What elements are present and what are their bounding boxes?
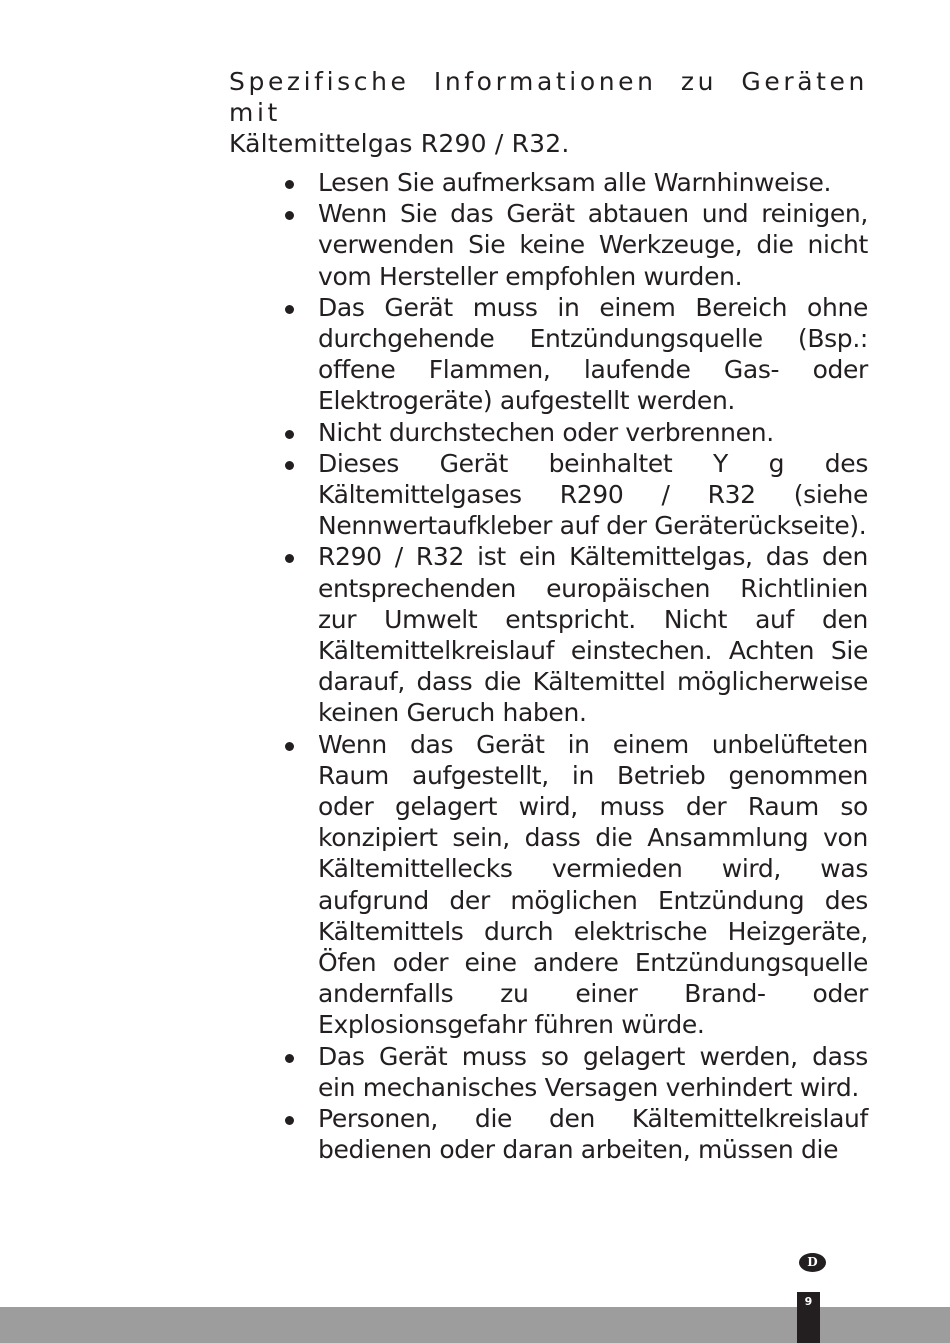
list-item-text: Das Gerät muss in einem Bereich ohne durchgehende Entzündungsquelle (Bsp.: offene Flammen, laufende Gas- oder Elektrogeräte) aufgestellt werden. bbox=[318, 292, 868, 416]
list-item-text: Das Gerät muss so gelagert werden, dass ein mechanisches Versagen verhindert wird. bbox=[318, 1041, 868, 1102]
bullet-icon bbox=[285, 211, 294, 220]
bullet-icon bbox=[285, 554, 294, 563]
bullet-icon bbox=[285, 305, 294, 314]
bullet-icon bbox=[285, 1116, 294, 1125]
list-item-text: R290 / R32 ist ein Kältemittelgas, das den entsprechenden europäischen Richtlinien zur Umwelt entspricht. Nicht auf den Kältemittelkreislauf einstechen. Achten Sie darauf, dass die Kältemittel möglicherweise keinen Geruch haben. bbox=[318, 542, 868, 728]
bullet-icon bbox=[285, 1054, 294, 1063]
list-item bbox=[285, 167, 868, 198]
list-item-text: Nicht durchstechen oder verbrennen. bbox=[318, 417, 774, 447]
document-body bbox=[229, 66, 868, 1165]
bullet-icon bbox=[285, 430, 294, 439]
list-item-text: Personen, die den Kältemittelkreislauf bedienen oder daran arbeiten, müssen die bbox=[318, 1104, 868, 1165]
page-number: 9 bbox=[797, 1292, 820, 1343]
list-item bbox=[285, 1103, 868, 1165]
section-heading bbox=[229, 66, 868, 159]
bullet-icon bbox=[285, 180, 294, 189]
safety-bullet-list bbox=[285, 167, 868, 1166]
language-badge: D bbox=[799, 1253, 826, 1272]
list-item-text: Dieses Gerät beinhaltet Y g des Kältemittelgases R290 / R32 (siehe Nennwertaufkleber auf der Geräterückseite). bbox=[318, 448, 868, 541]
list-item bbox=[285, 448, 868, 542]
list-item bbox=[285, 198, 868, 292]
bullet-icon bbox=[285, 461, 294, 470]
section-heading-line-2: Kältemittelgas R290 / R32. bbox=[229, 129, 570, 158]
list-item-text: Wenn das Gerät in einem unbelüfteten Raum aufgestellt, in Betrieb genommen oder gelagert wird, muss der Raum so konzipiert sein, dass die Ansammlung von Kältemittellecks vermieden wird, was aufgrund der möglichen Entzündung des Kältemittels durch elektrische Heizgeräte, Öfen oder eine andere Entzündungsquelle andernfalls zu einer Brand- oder Explosionsgefahr führen würde. bbox=[318, 729, 868, 1040]
bullet-icon bbox=[285, 742, 294, 751]
section-heading-line-1: Spezifische Informationen zu Geräten mit bbox=[229, 67, 868, 127]
list-item bbox=[285, 541, 868, 728]
list-item-text: Wenn Sie das Gerät abtauen und reinigen, verwenden Sie keine Werkzeuge, die nicht vom Hersteller empfohlen wurden. bbox=[318, 199, 868, 291]
list-item bbox=[285, 417, 868, 448]
list-item-text: Lesen Sie aufmerksam alle Warnhinweise. bbox=[318, 168, 832, 197]
list-item bbox=[285, 1041, 868, 1103]
list-item bbox=[285, 729, 868, 1041]
list-item bbox=[285, 292, 868, 417]
